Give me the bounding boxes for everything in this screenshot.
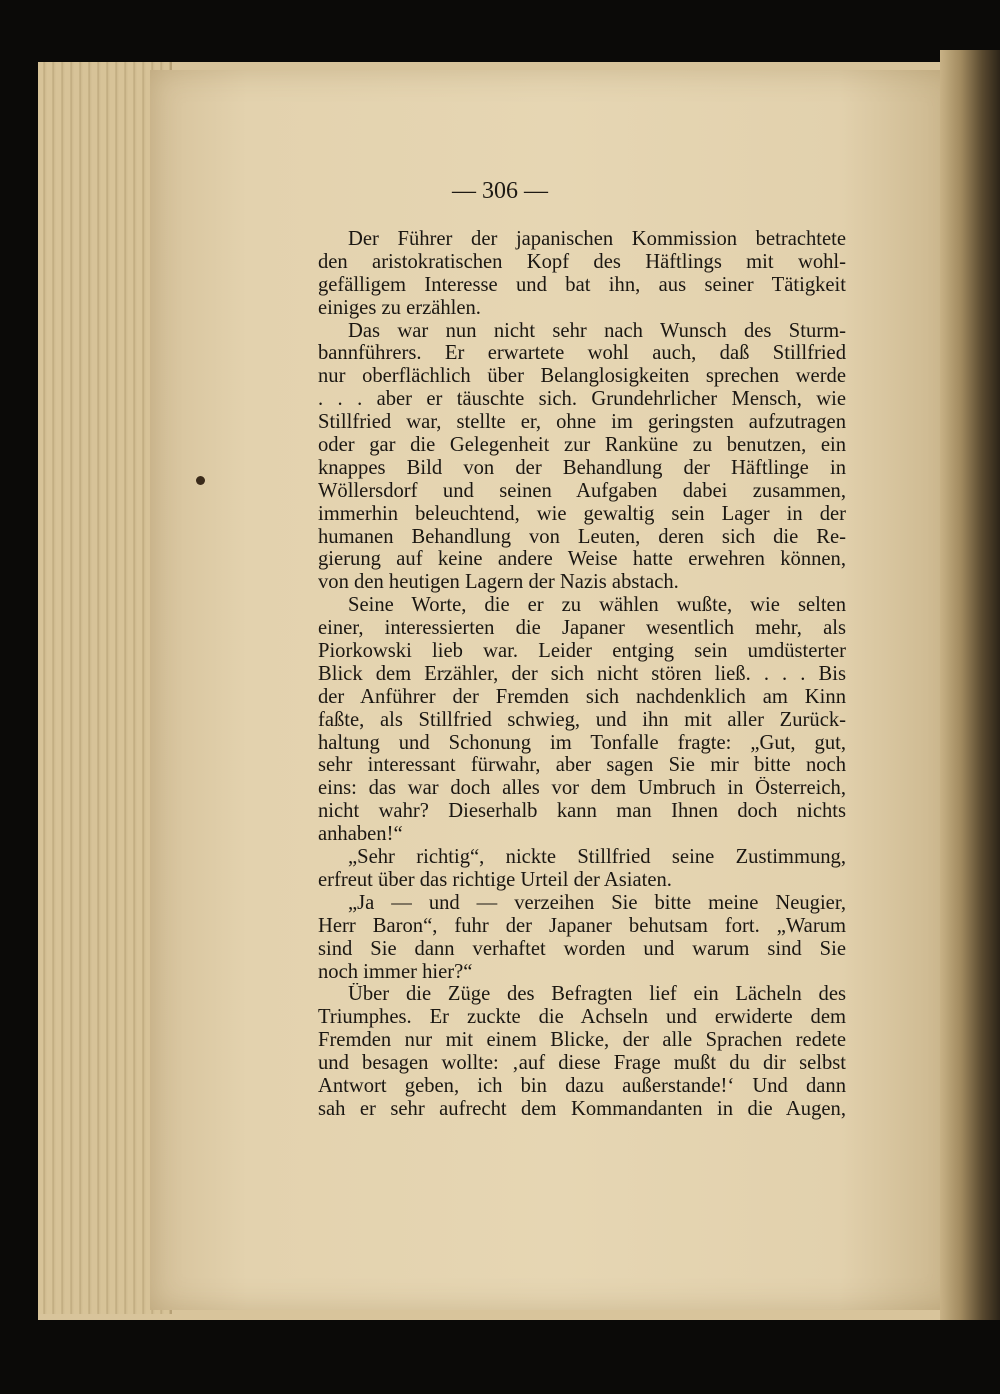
text-line: Piorkowski lieb war. Leider entging sein umdüsterter xyxy=(318,640,846,663)
text-line: der Anführer der Fremden sich nachdenklich am Kinn xyxy=(318,685,846,708)
text-line: Herr Baron“, fuhr der Japaner behutsam fort. „Warum xyxy=(318,914,846,937)
text-line: erfreut über das richtige Urteil der Asiaten. xyxy=(318,868,672,891)
text-line: „Sehr richtig“, nickte Stillfried seine Zustimmung, xyxy=(348,846,846,869)
text-line: Fremden nur mit einem Blicke, der alle Sprachen redete xyxy=(318,1029,846,1052)
text-line: Antwort geben, ich bin dazu außerstande!‘ Und dann xyxy=(318,1074,846,1097)
text-line: Das war nun nicht sehr nach Wunsch des Sturm- xyxy=(348,319,846,342)
text-line: Über die Züge des Befragten lief ein Lächeln des xyxy=(348,983,846,1006)
page-number: — 306 — xyxy=(452,178,548,204)
text-line: oder gar die Gelegenheit zur Ranküne zu benutzen, ein xyxy=(318,434,846,457)
text-line: gierung auf keine andere Weise hatte erwehren können, xyxy=(318,548,846,571)
text-line: nur oberflächlich über Belanglosigkeiten sprechen werde xyxy=(318,365,846,388)
text-line: Triumphes. Er zuckte die Achseln und erwiderte dem xyxy=(318,1006,846,1029)
text-line: humanen Behandlung von Leuten, deren sich die Re- xyxy=(318,525,846,548)
text-line: knappes Bild von der Behandlung der Häftlinge in xyxy=(318,456,846,479)
text-line: „Ja — und — verzeihen Sie bitte meine Neugier, xyxy=(348,891,846,914)
text-line: nicht wahr? Dieserhalb kann man Ihnen doch nichts xyxy=(318,800,846,823)
text-line: Wöllersdorf und seinen Aufgaben dabei zusammen, xyxy=(318,479,846,502)
text-line: eins: das war doch alles vor dem Umbruch in Österreich, xyxy=(318,777,846,800)
text-line: Seine Worte, die er zu wählen wußte, wie selten xyxy=(348,594,846,617)
body-text xyxy=(318,228,846,1121)
text-line: anhaben!“ xyxy=(318,823,403,846)
text-line: und besagen wollte: ‚auf diese Frage mußt du dir selbst xyxy=(318,1052,846,1075)
text-line: haltung und Schonung im Tonfalle fragte: „Gut, gut, xyxy=(318,731,846,754)
text-line: einer, interessierten die Japaner wesentlich mehr, als xyxy=(318,617,846,640)
text-line: Stillfried war, stellte er, ohne im geringsten aufzutragen xyxy=(318,411,846,434)
text-line: sind Sie dann verhaftet worden und warum sind Sie xyxy=(318,937,846,960)
text-line: immerhin beleuchtend, wie gewaltig sein Lager in der xyxy=(318,502,846,525)
text-line: noch immer hier?“ xyxy=(318,960,473,983)
text-line: den aristokratischen Kopf des Häftlings mit wohl- xyxy=(318,250,846,273)
ink-spot xyxy=(196,476,205,485)
text-line: gefälligem Interesse und bat ihn, aus seiner Tätigkeit xyxy=(318,273,846,296)
text-line: bannführers. Er erwartete wohl auch, daß Stillfried xyxy=(318,342,846,365)
text-line: Blick dem Erzähler, der sich nicht stören ließ. . . . Bis xyxy=(318,662,846,685)
text-line: faßte, als Stillfried schwieg, und ihn mit aller Zurück- xyxy=(318,708,846,731)
text-line: von den heutigen Lagern der Nazis abstach. xyxy=(318,571,679,594)
text-line: einiges zu erzählen. xyxy=(318,296,481,319)
book-gutter xyxy=(940,50,1000,1320)
text-line: . . . aber er täuschte sich. Grundehrlicher Mensch, wie xyxy=(318,388,846,411)
text-line: sehr interessant fürwahr, aber sagen Sie mir bitte noch xyxy=(318,754,846,777)
text-line: sah er sehr aufrecht dem Kommandanten in die Augen, xyxy=(318,1097,846,1120)
text-line: Der Führer der japanischen Kommission betrachtete xyxy=(348,228,846,250)
